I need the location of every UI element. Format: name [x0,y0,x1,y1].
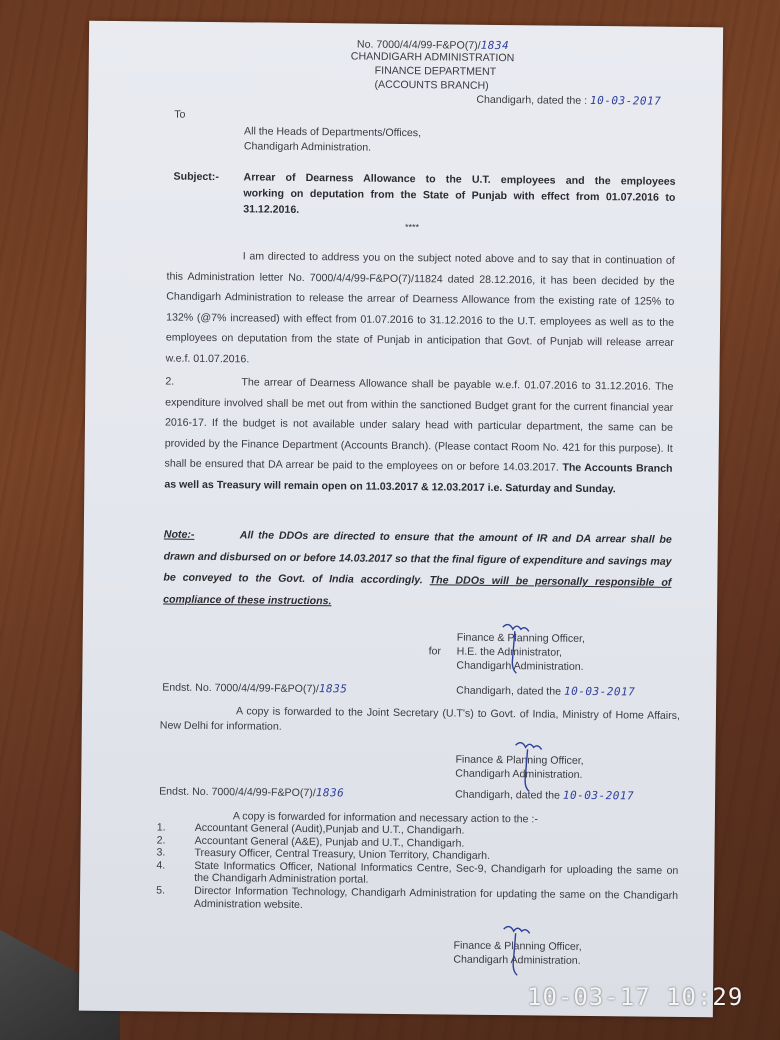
note-label: Note:- [163,528,195,541]
paragraph-2 [164,372,673,500]
endst1-date-handwritten: 10-03-2017 [563,684,636,699]
paragraph-2-number: 2. [165,375,175,388]
list-item-number: 2. [156,834,166,847]
list-item-text: Accountant General (A&E), Punjab and U.T., Chandigarh. [194,834,465,850]
list-item [156,884,678,915]
note-text: All the DDOs are directed to ensure that the amount of IR and DA arrear shall be drawn and disbursed on or before 14.03.2017 so that the final figure of expenditure and savings may be conveyed to the Govt. of India accordingly. [163,529,672,587]
addressee-line1: All the Heads of Departments/Offices, [243,125,422,140]
document-page [79,21,723,1018]
place-date-text: Chandigarh, dated the : [476,93,588,107]
sign2-line1: Finance & Planning Officer, [455,753,584,767]
org-name: CHANDIGARH ADMINISTRATION [350,50,515,65]
file-number-text: No. 7000/4/4/99-F&PO(7)/ [356,38,481,52]
endst1-date [456,684,635,700]
file-number-handwritten: 1834 [480,38,510,53]
list-item-text: Treasury Officer, Central Treasury, Union Territory, Chandigarh. [194,847,491,863]
endst2-intro: A copy is forwarded for information and necessary action to the :- [232,810,538,826]
list-item-text: Director Information Technology, Chandigarh Administration for updating the same on the Chandigarh Administration website. [193,884,679,911]
sign3-line2: Chandigarh Administration. [453,953,581,967]
sign1-line1: Finance & Planning Officer, [456,631,586,645]
addressee-line2: Chandigarh Administration. [243,140,372,154]
endst2-date-handwritten: 10-03-2017 [562,788,635,803]
sign1-line2: H.E. the Administrator, [456,645,563,659]
note-block [163,525,672,616]
place-date [476,93,661,109]
sign2-line2: Chandigarh Administration. [455,767,583,781]
photo-timestamp: 10-03-17 10:29 [527,983,744,1011]
list-item-number: 3. [156,846,166,859]
list-item-number: 4. [156,859,166,872]
subject-line2: working on deputation from the State of Punjab with effect from 01.07.2016 to [243,187,676,204]
list-item-number: 1. [156,821,166,834]
sign1-for: for [428,645,442,658]
paragraph-2-text: The arrear of Dearness Allowance shall be payable w.e.f. 01.07.2016 to 31.12.2016. The expenditure involved shall be met out from within the sanctioned Budget grant for the current financial year 2016-17. If the budget is not available under salary head with particular department, the same can be provided by the Finance Department (Accounts Branch). (Please contact Room No. 421 for this purpose). It shall be ensured that DA arrear be paid to the employees on or before 14.03.2017. [164,376,674,474]
endst1-number-handwritten: 1835 [318,682,348,696]
sign3-line1: Finance & Planning Officer, [453,939,582,953]
subject-stars: **** [405,222,420,233]
endst2-number [159,784,344,800]
endst2-number-text: Endst. No. 7000/4/4/99-F&PO(7)/ [159,785,316,800]
signature-1-icon [498,619,535,679]
paragraph-2-bold: The Accounts Branch as well as Treasury will remain open on 11.03.2017 & 12.03.2017 i.e. Saturday and Sunday. [164,461,673,495]
to-label: To [174,108,186,121]
endst2-date-text: Chandigarh, dated the [455,788,561,802]
endst2-date [455,788,634,804]
list-item-number: 5. [156,884,166,897]
paragraph-1: I am directed to address you on the subject noted above and to say that in continuation of this Administration letter No. 7000/4/4/99-F&PO(7)/11824 dated 28.12.2016, it has been decided by the Chandigarh Administration to release the arrear of Dearness Allowance from the existing rate of 125% to 132% (@7% increased) with effect from 01.07.2016 to 31.12.2016 to the U.T. employees as well as to the employees on deputation from the state of Punjab in anticipation that Govt. of Punjab will release arrear w.e.f. 01.07.2016. [165,250,675,365]
subject-line1: Arrear of Dearness Allowance to the U.T. employees and the employees [243,171,676,188]
note-underlined: The DDOs will be personally responsible of compliance of these instructions. [163,574,672,607]
endst1-date-text: Chandigarh, dated the [456,684,562,698]
endst1-number-text: Endst. No. 7000/4/4/99-F&PO(7)/ [162,681,319,696]
endst1-text: A copy is forwarded to the Joint Secretary (U.T's) to Govt. of India, Ministry of Home Affairs, New Delhi for information. [159,705,681,733]
endst2-number-handwritten: 1836 [315,786,345,800]
distribution-list [156,821,679,915]
date-handwritten: 10-03-2017 [590,93,662,108]
subject-label: Subject:- [173,170,219,184]
branch-name: (ACCOUNTS BRANCH) [374,78,489,92]
endst1-number [162,681,347,697]
signature-3-icon [499,921,536,981]
dept-name: FINANCE DEPARTMENT [374,64,497,78]
sign1-line3: Chandigarh Administration. [456,659,584,673]
list-item-text: State Informatics Officer, National Informatics Centre, Sec-9, Chandigarh for uploading the same on the Chandigarh Administration portal. [194,859,679,887]
subject-line3: 31.12.2016. [243,203,300,216]
list-item-text: Accountant General (Audit),Punjab and U.T., Chandigarh. [194,821,465,837]
